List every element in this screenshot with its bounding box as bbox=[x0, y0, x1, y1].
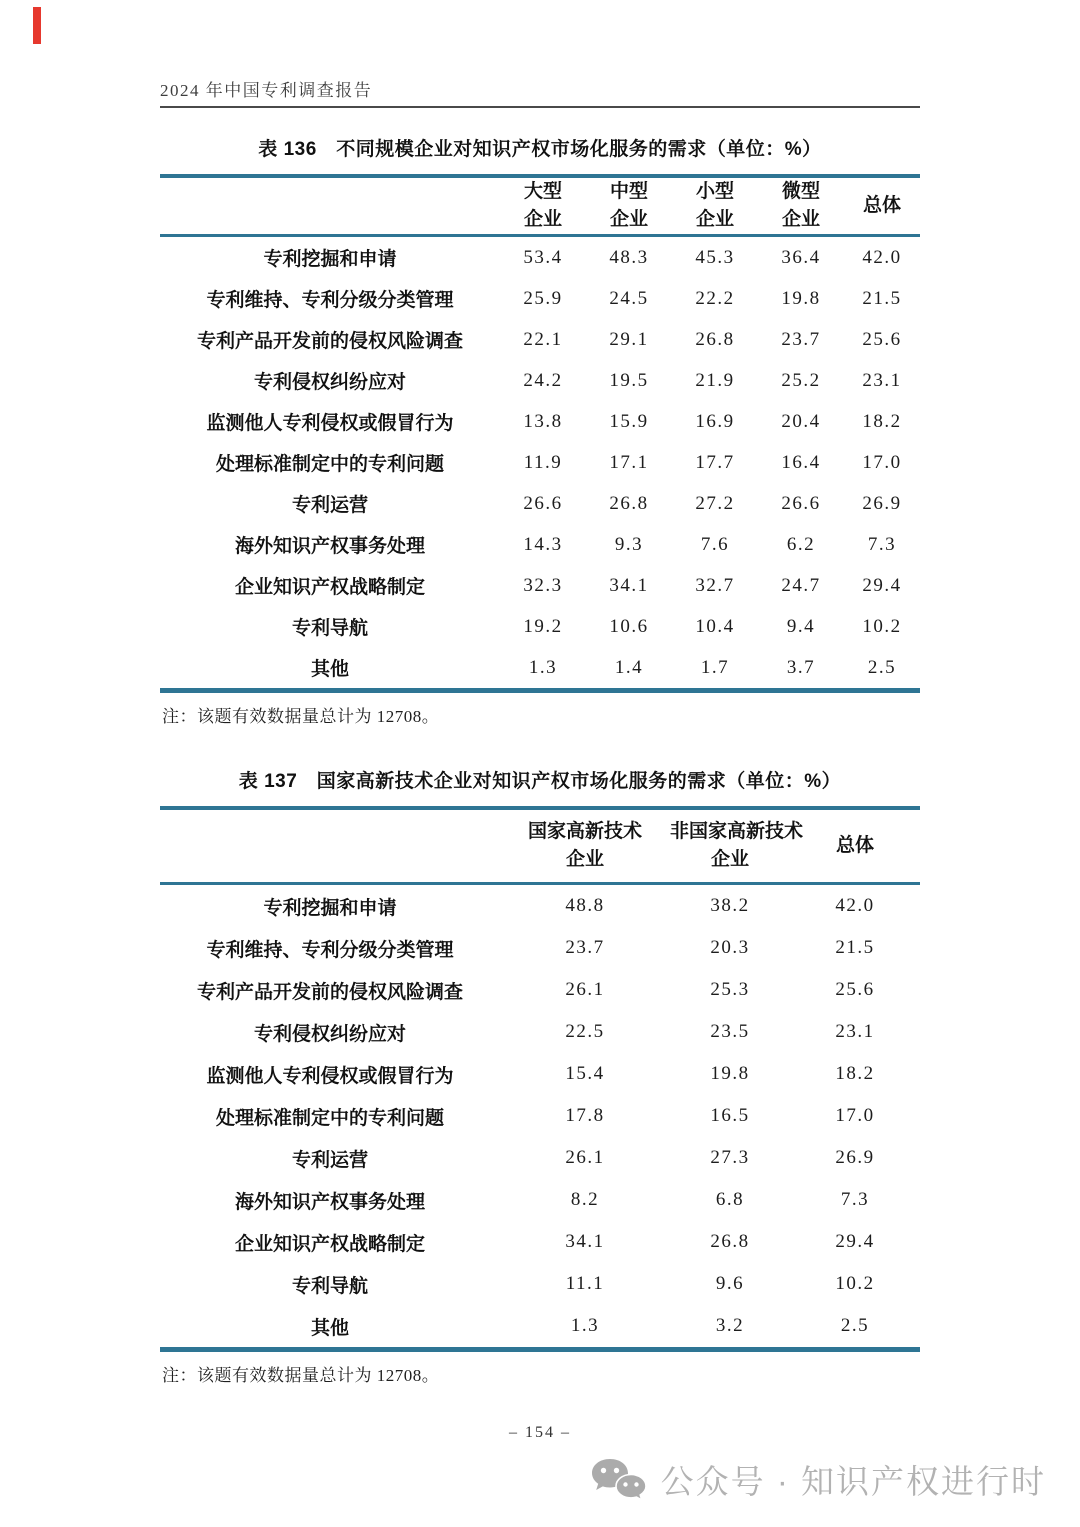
cell-value: 26.9 bbox=[862, 492, 902, 514]
cell-value: 26.6 bbox=[781, 492, 821, 514]
row-label: 企业知识产权战略制定 bbox=[234, 577, 425, 598]
cell-value: 32.7 bbox=[695, 574, 735, 596]
table-row bbox=[160, 1179, 920, 1221]
cell-value: 23.1 bbox=[862, 369, 902, 391]
row-label: 海外知识产权事务处理 bbox=[234, 536, 425, 557]
table-137-header bbox=[160, 808, 920, 884]
row-label: 专利侵权纠纷应对 bbox=[253, 372, 406, 393]
section-gap bbox=[160, 727, 920, 760]
table-136-body bbox=[160, 236, 920, 691]
cell-value: 7.3 bbox=[840, 1189, 870, 1210]
cell-value: 2.5 bbox=[840, 1315, 870, 1336]
cell-value: 1.7 bbox=[700, 656, 730, 678]
cell-value: 26.1 bbox=[565, 1147, 605, 1168]
cell-value: 8.2 bbox=[570, 1189, 600, 1210]
row-label: 监测他人专利侵权或假冒行为 bbox=[206, 413, 454, 434]
cell-value: 20.3 bbox=[710, 937, 750, 958]
table-136-title: 表 136 不同规模企业对知识产权市场化服务的需求（单位：%） bbox=[258, 139, 822, 160]
page-edge-mark bbox=[33, 7, 41, 44]
table-row bbox=[160, 1011, 920, 1053]
page-number: – 154 – bbox=[509, 1424, 571, 1441]
row-label: 处理标准制定中的专利问题 bbox=[215, 1107, 444, 1129]
cell-value: 18.2 bbox=[835, 1063, 875, 1084]
column-header-total: 总体 bbox=[790, 808, 920, 884]
table-row bbox=[160, 483, 920, 524]
cell-value: 25.6 bbox=[862, 328, 902, 350]
cell-value: 6.8 bbox=[715, 1189, 745, 1210]
cell-value: 25.9 bbox=[523, 287, 563, 309]
table-row bbox=[160, 969, 920, 1011]
column-header-large: 大型 企业 bbox=[500, 176, 586, 236]
column-header-empty bbox=[160, 808, 500, 884]
table-row bbox=[160, 1137, 920, 1179]
table-136-header bbox=[160, 176, 920, 236]
table-row bbox=[160, 884, 920, 928]
cell-value: 17.7 bbox=[695, 451, 735, 473]
cell-value: 22.5 bbox=[565, 1021, 605, 1042]
column-header-total: 总体 bbox=[844, 176, 920, 236]
cell-value: 23.5 bbox=[710, 1021, 750, 1042]
row-label: 海外知识产权事务处理 bbox=[234, 1191, 425, 1213]
table-137-title: 表 137 国家高新技术企业对知识产权市场化服务的需求（单位：%） bbox=[238, 771, 842, 792]
cell-value: 29.4 bbox=[835, 1231, 875, 1252]
row-label: 专利运营 bbox=[291, 495, 368, 516]
row-label: 专利导航 bbox=[291, 618, 368, 639]
table-row bbox=[160, 1221, 920, 1263]
table-row bbox=[160, 524, 920, 565]
cell-value: 19.5 bbox=[609, 369, 649, 391]
watermark-text: 公众号 · 知识产权进行时 bbox=[660, 1463, 1046, 1500]
cell-value: 11.9 bbox=[523, 451, 563, 473]
cell-value: 16.9 bbox=[695, 410, 735, 432]
cell-value: 22.1 bbox=[523, 328, 563, 350]
cell-value: 1.3 bbox=[528, 656, 558, 678]
table-136 bbox=[160, 174, 920, 693]
cell-value: 34.1 bbox=[609, 574, 649, 596]
table-row bbox=[160, 319, 920, 360]
cell-value: 21.5 bbox=[835, 937, 875, 958]
report-title: 2024 年中国专利调查报告 bbox=[160, 81, 373, 100]
cell-value: 19.8 bbox=[710, 1063, 750, 1084]
table-row bbox=[160, 927, 920, 969]
cell-value: 23.7 bbox=[781, 328, 821, 350]
cell-value: 24.5 bbox=[609, 287, 649, 309]
row-label: 专利维持、专利分级分类管理 bbox=[206, 290, 454, 311]
cell-value: 21.9 bbox=[695, 369, 735, 391]
table-row bbox=[160, 236, 920, 279]
table-137-note: 注：该题有效数据量总计为 12708。 bbox=[162, 1366, 440, 1385]
cell-value: 20.4 bbox=[781, 410, 821, 432]
cell-value: 42.0 bbox=[862, 246, 902, 268]
wechat-logo-icon bbox=[590, 1457, 646, 1503]
cell-value: 3.7 bbox=[786, 656, 816, 678]
table-row bbox=[160, 360, 920, 401]
table-row bbox=[160, 606, 920, 647]
cell-value: 10.6 bbox=[609, 615, 649, 637]
row-label: 专利侵权纠纷应对 bbox=[253, 1023, 406, 1045]
cell-value: 26.9 bbox=[835, 1147, 875, 1168]
cell-value: 13.8 bbox=[523, 410, 563, 432]
cell-value: 9.4 bbox=[786, 615, 816, 637]
cell-value: 22.2 bbox=[695, 287, 735, 309]
row-label: 专利挖掘和申请 bbox=[263, 249, 397, 270]
cell-value: 26.8 bbox=[609, 492, 649, 514]
cell-value: 10.2 bbox=[835, 1273, 875, 1294]
cell-value: 32.3 bbox=[523, 574, 563, 596]
column-header-empty bbox=[160, 176, 500, 236]
row-label: 其他 bbox=[310, 1317, 349, 1339]
column-header-medium: 中型 企业 bbox=[586, 176, 672, 236]
cell-value: 53.4 bbox=[523, 246, 563, 268]
column-header-micro: 微型 企业 bbox=[758, 176, 844, 236]
table-row bbox=[160, 278, 920, 319]
cell-value: 38.2 bbox=[710, 895, 750, 916]
cell-value: 23.1 bbox=[835, 1021, 875, 1042]
row-label: 处理标准制定中的专利问题 bbox=[215, 454, 444, 475]
watermark bbox=[590, 1456, 1046, 1503]
cell-value: 9.3 bbox=[614, 533, 644, 555]
table-row bbox=[160, 565, 920, 606]
row-label: 专利产品开发前的侵权风险调查 bbox=[196, 981, 463, 1003]
cell-value: 1.4 bbox=[614, 656, 644, 678]
cell-value: 6.2 bbox=[786, 533, 816, 555]
cell-value: 15.9 bbox=[609, 410, 649, 432]
cell-value: 21.5 bbox=[862, 287, 902, 309]
cell-value: 26.6 bbox=[523, 492, 563, 514]
row-label: 企业知识产权战略制定 bbox=[234, 1233, 425, 1255]
table-row bbox=[160, 401, 920, 442]
cell-value: 16.4 bbox=[781, 451, 821, 473]
cell-value: 29.1 bbox=[609, 328, 649, 350]
cell-value: 24.2 bbox=[523, 369, 563, 391]
cell-value: 17.0 bbox=[835, 1105, 875, 1126]
cell-value: 29.4 bbox=[862, 574, 902, 596]
cell-value: 14.3 bbox=[523, 533, 563, 555]
cell-value: 25.2 bbox=[781, 369, 821, 391]
cell-value: 3.2 bbox=[715, 1315, 745, 1336]
row-label: 专利产品开发前的侵权风险调查 bbox=[196, 331, 463, 352]
cell-value: 26.8 bbox=[695, 328, 735, 350]
cell-value: 27.3 bbox=[710, 1147, 750, 1168]
column-header-small: 小型 企业 bbox=[672, 176, 758, 236]
row-label: 专利挖掘和申请 bbox=[263, 897, 397, 919]
cell-value: 25.3 bbox=[710, 979, 750, 1000]
row-label: 监测他人专利侵权或假冒行为 bbox=[206, 1065, 454, 1087]
cell-value: 17.0 bbox=[862, 451, 902, 473]
table-136-note: 注：该题有效数据量总计为 12708。 bbox=[162, 707, 440, 726]
cell-value: 19.2 bbox=[523, 615, 563, 637]
cell-value: 9.6 bbox=[715, 1273, 745, 1294]
table-row bbox=[160, 1053, 920, 1095]
row-label: 其他 bbox=[310, 659, 349, 680]
cell-value: 34.1 bbox=[565, 1231, 605, 1252]
cell-value: 45.3 bbox=[695, 246, 735, 268]
cell-value: 7.3 bbox=[867, 533, 897, 555]
cell-value: 17.8 bbox=[565, 1105, 605, 1126]
cell-value: 2.5 bbox=[867, 656, 897, 678]
row-label: 专利维持、专利分级分类管理 bbox=[206, 939, 454, 961]
cell-value: 10.4 bbox=[695, 615, 735, 637]
cell-value: 48.3 bbox=[609, 246, 649, 268]
table-137-body bbox=[160, 884, 920, 1350]
cell-value: 18.2 bbox=[862, 410, 902, 432]
table-row bbox=[160, 647, 920, 691]
running-header bbox=[160, 76, 920, 108]
cell-value: 26.1 bbox=[565, 979, 605, 1000]
cell-value: 7.6 bbox=[700, 533, 730, 555]
table-row bbox=[160, 1095, 920, 1137]
page-content bbox=[160, 128, 920, 1386]
cell-value: 17.1 bbox=[609, 451, 649, 473]
column-header-non-hightech: 非国家高新技术 企业 bbox=[670, 808, 790, 884]
row-label: 专利导航 bbox=[291, 1275, 368, 1297]
cell-value: 15.4 bbox=[565, 1063, 605, 1084]
table-row bbox=[160, 1305, 920, 1350]
cell-value: 1.3 bbox=[570, 1315, 600, 1336]
cell-value: 36.4 bbox=[781, 246, 821, 268]
cell-value: 16.5 bbox=[710, 1105, 750, 1126]
cell-value: 27.2 bbox=[695, 492, 735, 514]
table-row bbox=[160, 442, 920, 483]
cell-value: 26.8 bbox=[710, 1231, 750, 1252]
row-label: 专利运营 bbox=[291, 1149, 368, 1171]
cell-value: 23.7 bbox=[565, 937, 605, 958]
cell-value: 11.1 bbox=[565, 1273, 605, 1294]
cell-value: 10.2 bbox=[862, 615, 902, 637]
cell-value: 48.8 bbox=[565, 895, 605, 916]
table-row bbox=[160, 1263, 920, 1305]
cell-value: 25.6 bbox=[835, 979, 875, 1000]
cell-value: 19.8 bbox=[781, 287, 821, 309]
cell-value: 24.7 bbox=[781, 574, 821, 596]
cell-value: 42.0 bbox=[835, 895, 875, 916]
column-header-hightech: 国家高新技术 企业 bbox=[500, 808, 670, 884]
table-137 bbox=[160, 806, 920, 1352]
